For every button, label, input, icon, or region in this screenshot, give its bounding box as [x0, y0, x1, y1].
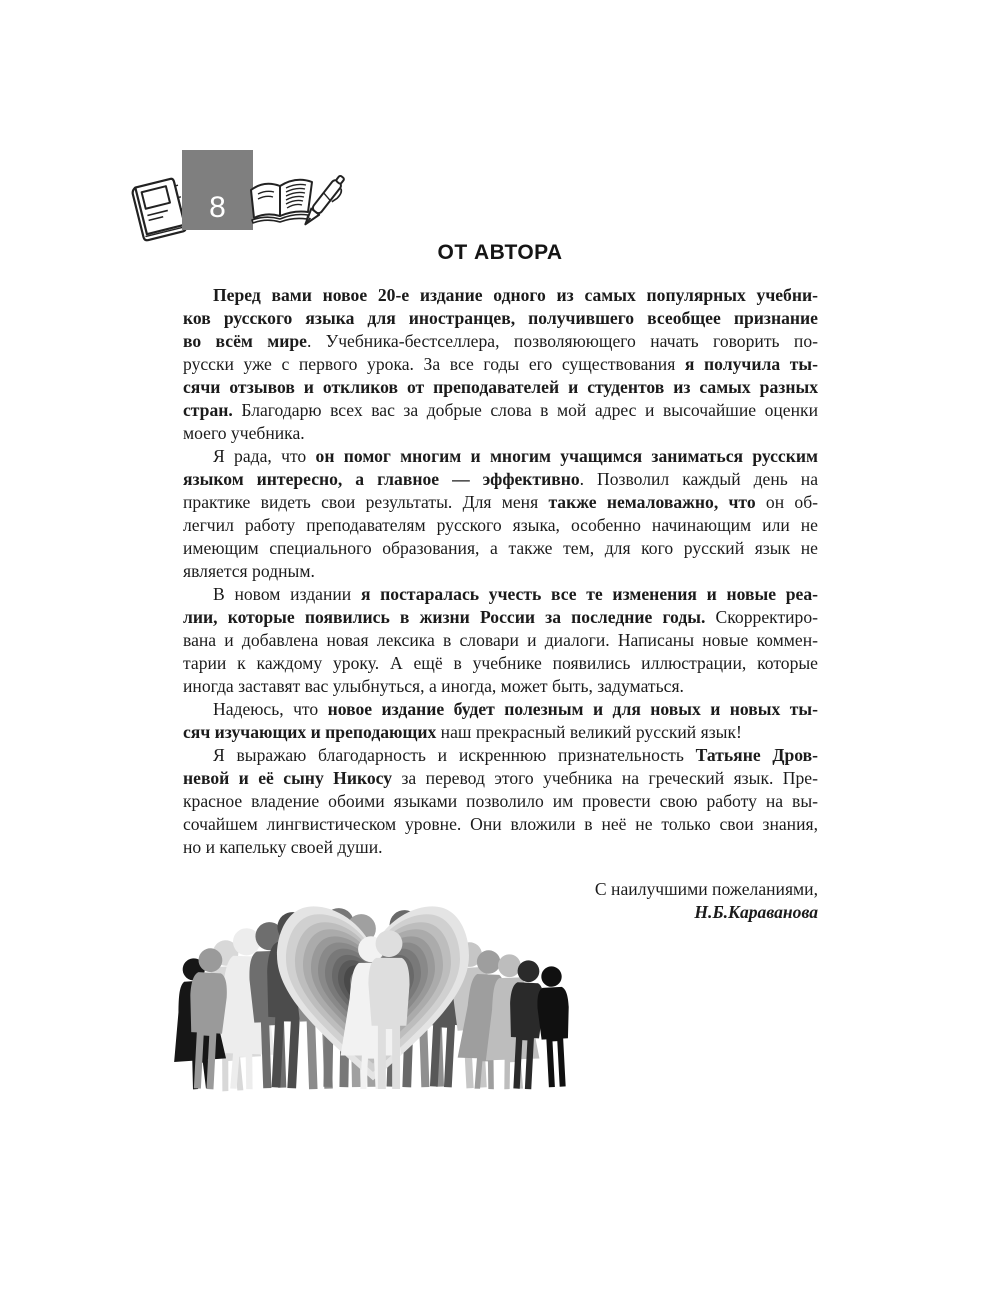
page-number-box	[182, 150, 253, 230]
text-line: практике видеть свои результаты. Для меня также немаловажно, что он об-	[183, 492, 819, 512]
author-name: Н.Б.Караванова	[694, 902, 818, 922]
text-line: является родным.	[183, 561, 315, 581]
text-line: стран. Благодарю всех вас за добрые слова в мой адрес и высочайшие оценки	[183, 400, 818, 420]
text-line: но и капельку своей души.	[183, 837, 383, 857]
text-line: Я выражаю благодарность и искреннюю признательность Татьяне Дров-	[213, 745, 818, 765]
text-line: моего учебника.	[183, 423, 305, 443]
text-line: невой и её сыну Никосу за перевод этого учебника на греческий язык. Пре-	[183, 768, 818, 788]
text-line: во всём мире. Учебника-бестселлера, позволяюющего начать говорить по-	[183, 331, 818, 351]
text-line: красное владение обоими языками позволило им провести свою работу на вы-	[183, 791, 818, 811]
text-line: ков русского языка для иностранцев, получившего всеобщее признание	[183, 308, 818, 328]
text-line: имеющим специального образования, а также тем, для кого русский язык не	[183, 538, 818, 558]
text-line: Перед вами новое 20-е издание одного из самых популярных учебни-	[213, 285, 818, 305]
text-line: Я рада, что он помог многим и многим учащимся заниматься русским	[213, 446, 819, 466]
text-line: сяч изучающих и преподающих наш прекрасный великий русский язык!	[183, 722, 742, 742]
text-line: иногда заставят вас улыбнуться, а иногда, может быть, задуматься.	[183, 676, 684, 696]
page-number: 8	[209, 191, 226, 224]
text-line: тарии к каждому уроку. А ещё в учебнике появились иллюстрации, которые	[183, 653, 818, 673]
signature-farewell: С наилучшими пожеланиями,	[594, 879, 818, 899]
signature-block	[595, 878, 818, 924]
text-line: лии, которые появились в жизни России за последние годы. Скорректиро-	[183, 607, 818, 627]
body-text	[183, 284, 818, 859]
text-line: сячи отзывов и откликов от преподавателей и студентов из самых разных	[183, 377, 818, 397]
text-line: сочайшем лингвистическом уровне. Они вложили в неё не только свои знания,	[183, 814, 818, 834]
page-title: ОТ АВТОРА	[437, 241, 563, 264]
text-line: В новом издании я постаралась учесть все те изменения и новые реа-	[213, 584, 818, 604]
text-line: легчил работу преподавателям русского языка, особенно начинающим или не	[183, 515, 818, 535]
text-line: вана и добавлена новая лексика в словари и диалоги. Написаны новые коммен-	[183, 630, 818, 650]
crowd-heart-illustration	[163, 903, 583, 1093]
text-line: Надеюсь, что новое издание будет полезным и для новых и новых ты-	[213, 699, 818, 719]
pen-icon	[295, 166, 349, 240]
text-line: русски уже с первого урока. За все годы его существования я получила ты-	[183, 354, 818, 374]
person-silhouette	[535, 966, 572, 1088]
text-line: языком интересно, а главное — эффективно. Позволил каждый день на	[183, 469, 819, 489]
